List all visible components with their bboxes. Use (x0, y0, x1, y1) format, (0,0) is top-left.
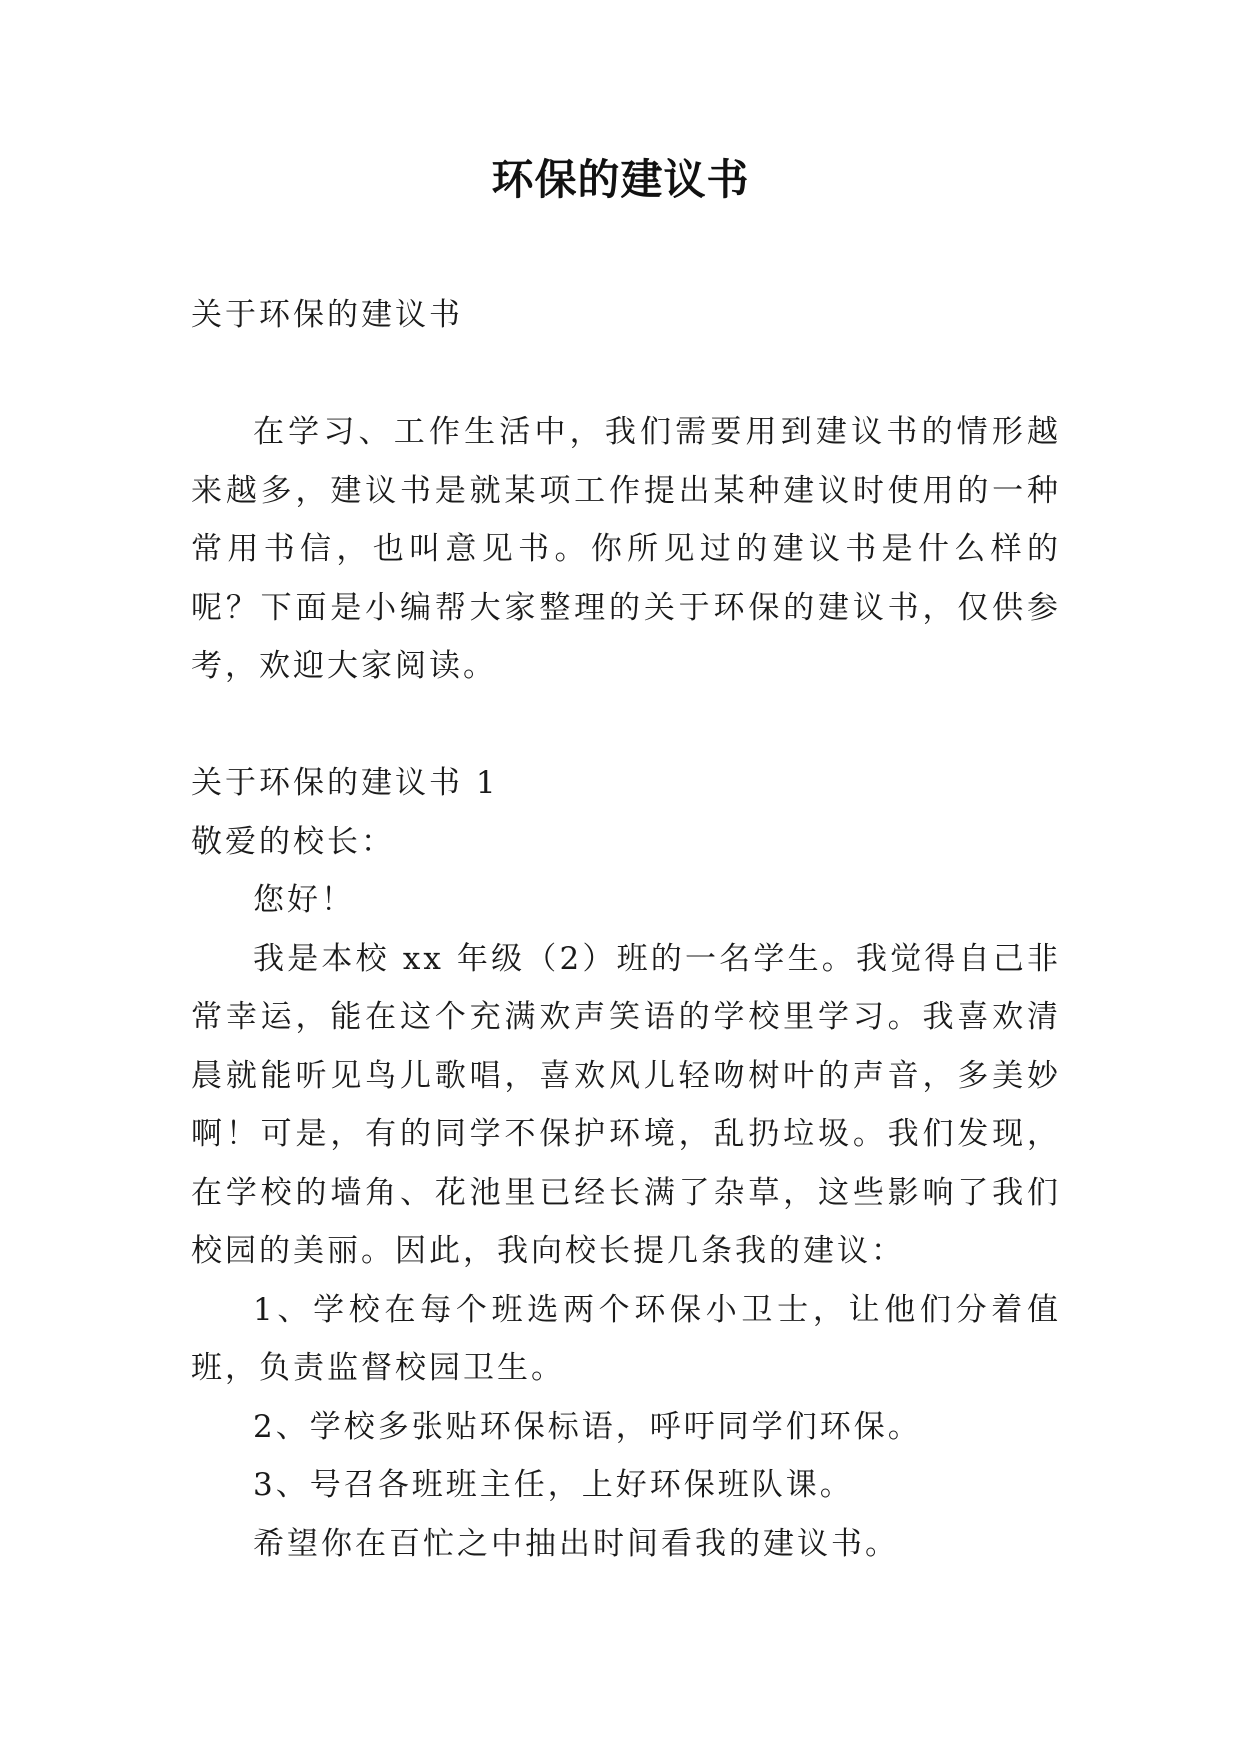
intro-paragraph: 在学习、工作生活中，我们需要用到建议书的情形越来越多，建议书是就某项工作提出某种建议时使用的一种常用书信，也叫意见书。你所见过的建议书是什么样的呢？下面是小编帮大家整理的关于环保的建议书，仅供参考，欢迎大家阅读。 (191, 414, 1061, 684)
suggestion-item: 1、学校在每个班选两个环保小卫士，让他们分着值班，负责监督校园卫生。 (191, 1291, 1061, 1386)
salutation: 敬爱的校长： (191, 823, 395, 860)
section-heading: 关于环保的建议书 1 (191, 765, 499, 801)
letter-paragraph: 我是本校 xx 年级（2）班的一名学生。我觉得自己非常幸运，能在这个充满欢声笑语的学校里学习。我喜欢清晨就能听见鸟儿歌唱，喜欢风儿轻吻树叶的声音，多美妙啊！可是，有的同学不保护环境，乱扔垃圾。我们发现，在学校的墙角、花池里已经长满了杂草，这些影响了我们校园的美丽。因此，我向校长提几条我的建议： (191, 940, 1061, 1269)
greeting: 您好！ (253, 882, 355, 918)
closing-line: 希望你在百忙之中抽出时间看我的建议书。 (253, 1525, 899, 1562)
suggestion-item: 2、学校多张贴环保标语，呼吁同学们环保。 (253, 1408, 922, 1445)
document-title: 环保的建议书 (491, 155, 750, 204)
suggestion-item: 3、号召各班班主任，上好环保班队课。 (253, 1467, 854, 1503)
document-subtitle: 关于环保的建议书 (191, 297, 463, 333)
document-body (191, 286, 1061, 1573)
